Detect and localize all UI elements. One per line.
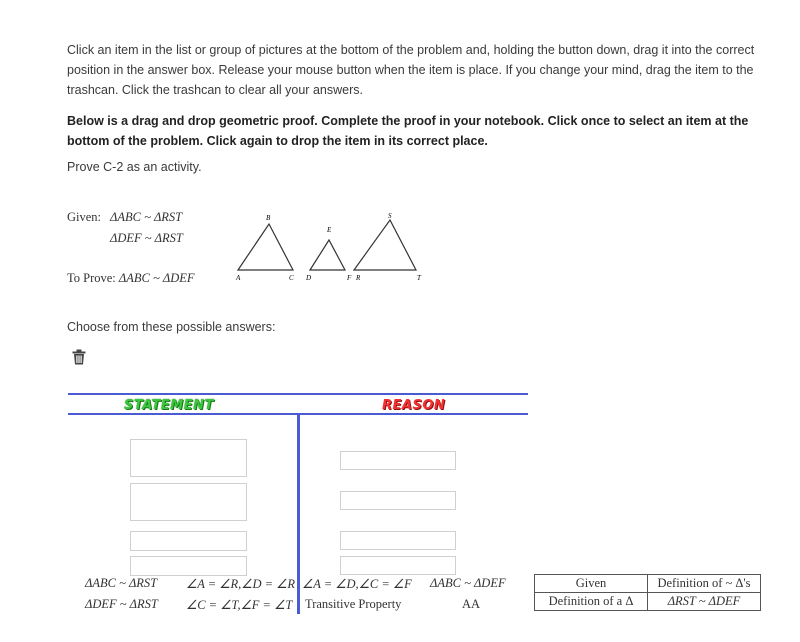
statement-slot-2[interactable] xyxy=(130,483,247,521)
to-prove-line xyxy=(67,271,195,286)
to-prove-statement: ΔABC ~ ΔDEF xyxy=(118,271,195,285)
answer-choice[interactable]: Transitive Property xyxy=(305,597,402,611)
vertex-t: T xyxy=(417,274,421,282)
vertex-d: D xyxy=(306,274,312,282)
triangle-def xyxy=(310,240,345,270)
table-top-line xyxy=(68,393,528,395)
given-statement-1: ΔABC ~ ΔRST xyxy=(110,210,183,224)
reason-slot-4[interactable] xyxy=(340,556,456,575)
answer-choice[interactable]: ΔABC ~ ΔDEF xyxy=(430,576,506,590)
answer-choice[interactable]: ∠A = ∠R,∠D = ∠R xyxy=(186,577,296,591)
prove-prompt: Prove C-2 as an activity. xyxy=(67,160,202,174)
reason-slot-3[interactable] xyxy=(340,531,456,550)
answer-choice[interactable]: ΔRST ~ ΔDEF xyxy=(648,593,761,611)
table-column-divider xyxy=(297,414,300,614)
statement-slot-3[interactable] xyxy=(130,531,247,551)
answer-choice[interactable]: Given xyxy=(535,575,648,593)
answer-choice[interactable]: ∠A = ∠D,∠C = ∠F xyxy=(302,577,412,591)
choose-prompt: Choose from these possible answers: xyxy=(67,320,276,334)
reason-header: REASON xyxy=(382,398,446,413)
drag-drop-instructions: Below is a drag and drop geometric proof. Complete the proof in your notebook. Click once to select an item at the bottom of the problem. Click again to drop the item in its correct place. xyxy=(67,114,749,148)
vertex-f: F xyxy=(347,274,352,282)
trash-icon[interactable] xyxy=(72,349,86,365)
triangle-abc xyxy=(238,224,293,270)
vertex-e: E xyxy=(327,226,332,234)
vertex-c: C xyxy=(289,274,294,282)
given-statement-2: ΔDEF ~ ΔRST xyxy=(110,231,183,245)
reason-slot-2[interactable] xyxy=(340,491,456,510)
vertex-a: A xyxy=(236,274,241,282)
instructions-text: Click an item in the list or group of pictures at the bottom of the problem and, holding the button down, drag it into the correct position in the answer box. Release your mouse button when the item is place. If you change your mind, drag the item to the trashcan. Click the trashcan to clear all your answers. xyxy=(67,43,755,97)
triangles-figure xyxy=(230,208,440,288)
to-prove-label: To Prove: xyxy=(67,271,116,285)
answer-choice[interactable]: AA xyxy=(462,597,481,611)
reason-slot-1[interactable] xyxy=(340,451,456,470)
answer-choice[interactable]: ∠C = ∠T,∠F = ∠T xyxy=(186,598,293,612)
vertex-r: R xyxy=(356,274,361,282)
statement-slot-1[interactable] xyxy=(130,439,247,477)
vertex-b: B xyxy=(266,214,271,222)
given-label: Given: xyxy=(67,210,102,224)
answer-choice-grid xyxy=(534,574,761,611)
answer-choice[interactable]: ΔDEF ~ ΔRST xyxy=(85,597,158,611)
answer-choice[interactable]: Definition of ~ Δ's xyxy=(648,575,761,593)
statement-header: STATEMENT xyxy=(124,398,214,413)
triangle-rst xyxy=(354,220,416,270)
vertex-s: S xyxy=(388,212,392,220)
answer-choice[interactable]: ΔABC ~ ΔRST xyxy=(85,576,158,590)
statement-slot-4[interactable] xyxy=(130,556,247,576)
answer-choice[interactable]: Definition of a Δ xyxy=(535,593,648,611)
